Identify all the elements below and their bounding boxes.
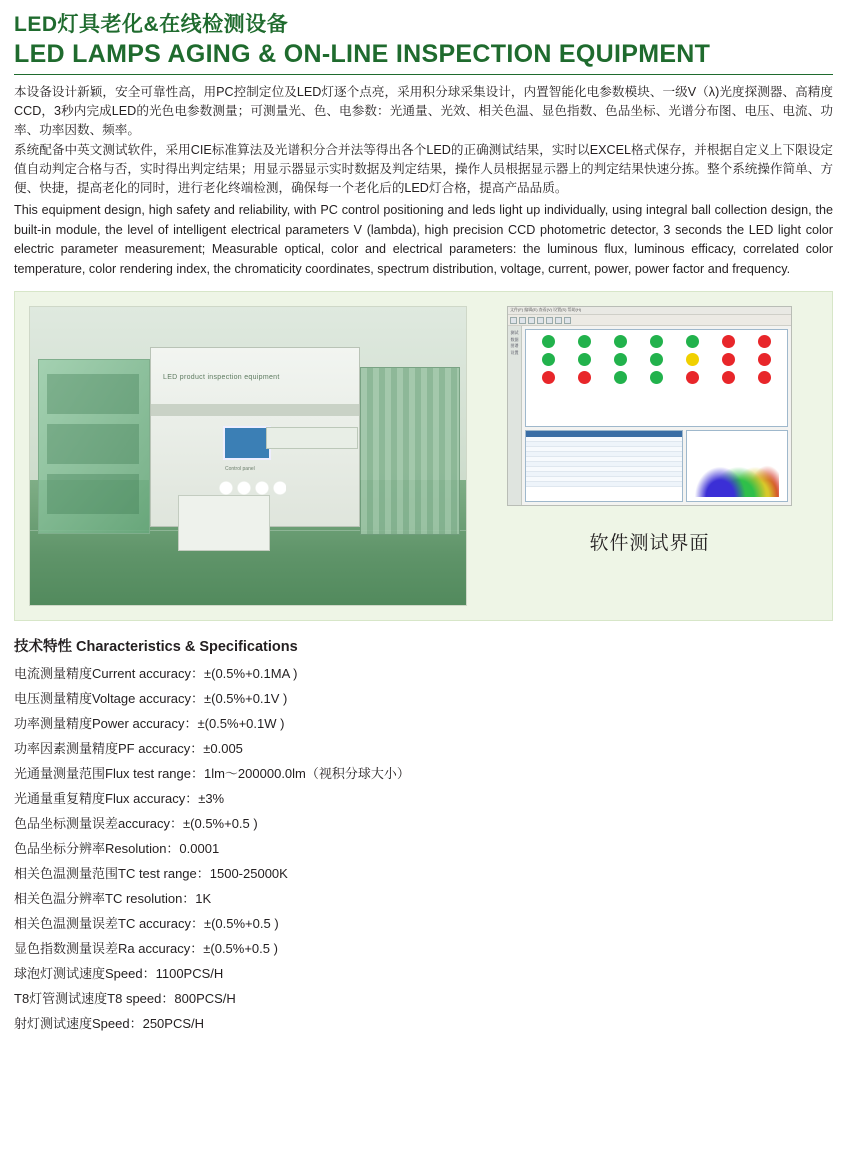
led-status-dot	[614, 353, 627, 366]
software-column	[481, 306, 818, 606]
led-status-dot	[686, 335, 699, 348]
led-status-dot	[614, 335, 627, 348]
page-title	[14, 12, 833, 71]
led-status-dot	[542, 371, 555, 384]
led-status-dot	[686, 371, 699, 384]
spec-item: 电压测量精度Voltage accuracy：±(0.5%+0.1V )	[14, 691, 288, 707]
spec-item: 功率测量精度Power accuracy：±(0.5%+0.1W )	[14, 716, 285, 732]
led-status-row	[530, 335, 783, 348]
cabinet-screen	[223, 426, 271, 460]
rack-shelf	[47, 474, 139, 514]
led-status-dot	[578, 335, 591, 348]
led-status-row	[530, 371, 783, 384]
software-sidebar: 测试 数据 图谱 设置	[508, 326, 522, 505]
toolbar-icon	[519, 317, 526, 324]
led-status-dot	[758, 335, 771, 348]
led-status-dot	[722, 335, 735, 348]
toolbar-icon	[528, 317, 535, 324]
title-chinese: LED灯具老化&在线检测设备	[14, 13, 289, 36]
photo-conveyor-guard	[360, 367, 460, 535]
led-status-dot	[578, 371, 591, 384]
spec-item: T8灯管测试速度T8 speed：800PCS/H	[14, 990, 236, 1006]
led-status-dot	[722, 353, 735, 366]
software-lower-panes	[525, 430, 788, 502]
led-status-dot	[542, 353, 555, 366]
software-body	[508, 326, 791, 505]
toolbar-icon	[546, 317, 553, 324]
rack-shelf	[47, 424, 139, 464]
led-status-dot	[650, 335, 663, 348]
equipment-photo	[29, 306, 467, 606]
photo-aging-rack	[38, 359, 150, 534]
led-status-dot	[758, 371, 771, 384]
led-status-dot	[758, 353, 771, 366]
spec-item: 功率因素测量精度PF accuracy：±0.005	[14, 741, 243, 757]
spec-item: 显色指数测量误差Ra accuracy：±(0.5%+0.5 )	[14, 940, 278, 956]
led-status-dot	[578, 353, 591, 366]
spec-item: 色品坐标测量误差accuracy：±(0.5%+0.5 )	[14, 816, 258, 832]
toolbar-icon	[537, 317, 544, 324]
rack-shelf	[47, 374, 139, 414]
spec-item: 光通量重复精度Flux accuracy：±3%	[14, 791, 225, 807]
led-status-dot	[722, 371, 735, 384]
led-status-dot	[614, 371, 627, 384]
spec-item: 色品坐标分辨率Resolution：0.0001	[14, 841, 220, 857]
specifications-section	[14, 635, 833, 1036]
specifications-title: 技术特性 Characteristics & Specifications	[14, 639, 298, 656]
paragraph-english: This equipment design, high safety and reliability, with PC control positioning and leds light up individually, using integral ball collection design, the built-in module, the level of intelligent electrical parameters V (lambda), high precision CCD photometric detector, 3 seconds the LED light color electric parameter measurement; Measurable optical, color and electrical parameters: the luminous flux, luminous efficacy, correlated color temperature, color rendering index, the chromaticity coordinates, spectrum distribution, voltage, current, power, power factor and frequency.	[14, 203, 833, 276]
spec-item: 球泡灯测试速度Speed：1100PCS/H	[14, 965, 224, 981]
spec-item: 相关色温测量误差TC accuracy：±(0.5%+0.5 )	[14, 915, 279, 931]
software-caption: 软件测试界面	[589, 533, 710, 555]
media-panel	[14, 291, 833, 621]
title-divider	[14, 74, 833, 75]
table-row	[526, 482, 682, 487]
led-status-row	[530, 353, 783, 366]
led-status-dot	[542, 335, 555, 348]
photo-label-sub: Control panel	[225, 466, 255, 473]
toolbar-icon	[564, 317, 571, 324]
photo-tube-tray	[266, 427, 358, 449]
led-status-dot	[650, 371, 663, 384]
photo-label-main: LED product inspection equipment	[163, 374, 280, 382]
spec-item: 相关色温分辨率TC resolution：1K	[14, 890, 212, 906]
spec-item: 电流测量精度Current accuracy：±(0.5%+0.1MA )	[14, 666, 298, 682]
paragraph-chinese-2: 系统配备中英文测试软件，采用CIE标准算法及光谱积分合并法等得出各个LED的正确测试结果，实时以EXCEL格式保存，并根据自定义上下限设定值自动判定合格与否，实时得出判定结果；用显示器显示实时数据及判定结果，操作人员根据显示器上的判定结果快速分拣。整个系统操作简单、方便、快捷，提高老化的同时，进行老化终端检测，确保每一个老化后的LED灯合格，提高产品品质。	[14, 142, 833, 196]
led-status-dot	[686, 353, 699, 366]
title-english: LED LAMPS AGING & ON-LINE INSPECTION EQUIPMENT	[14, 40, 711, 69]
software-toolbar	[508, 315, 791, 326]
led-status-dot	[650, 353, 663, 366]
spec-item: 相关色温测量范围TC test range：1500-25000K	[14, 866, 288, 882]
software-main	[522, 326, 791, 505]
software-screenshot	[507, 306, 792, 506]
spectrum-curve	[695, 455, 779, 497]
cabinet-band	[151, 404, 359, 416]
photo-lower-cabinet	[178, 495, 270, 551]
spectrum-chart	[686, 430, 788, 502]
software-menubar: 文件(F) 编辑(E) 查看(V) 设置(S) 帮助(H)	[508, 307, 791, 315]
led-status-grid	[525, 329, 788, 427]
toolbar-icon	[555, 317, 562, 324]
toolbar-icon	[510, 317, 517, 324]
spec-item: 光通量测量范围Flux test range：1lm～200000.0lm（视积分球大小）	[14, 766, 410, 782]
paragraph-chinese-1: 本设备设计新颖，安全可靠性高，用PC控制定位及LED灯逐个点亮，采用积分球采集设计，内置智能化电参数模块、一级V（λ)光度探测器、高精度CCD，3秒内完成LED的光色电参数测量；可测量光、色、电参数：光通量、光效、相关色温、显色指数、色品坐标、光谱分布图、电压、电流、功率、功率因数、频率。	[14, 84, 833, 137]
spec-item: 射灯测试速度Speed：250PCS/H	[14, 1015, 205, 1031]
measurement-table	[525, 430, 683, 502]
